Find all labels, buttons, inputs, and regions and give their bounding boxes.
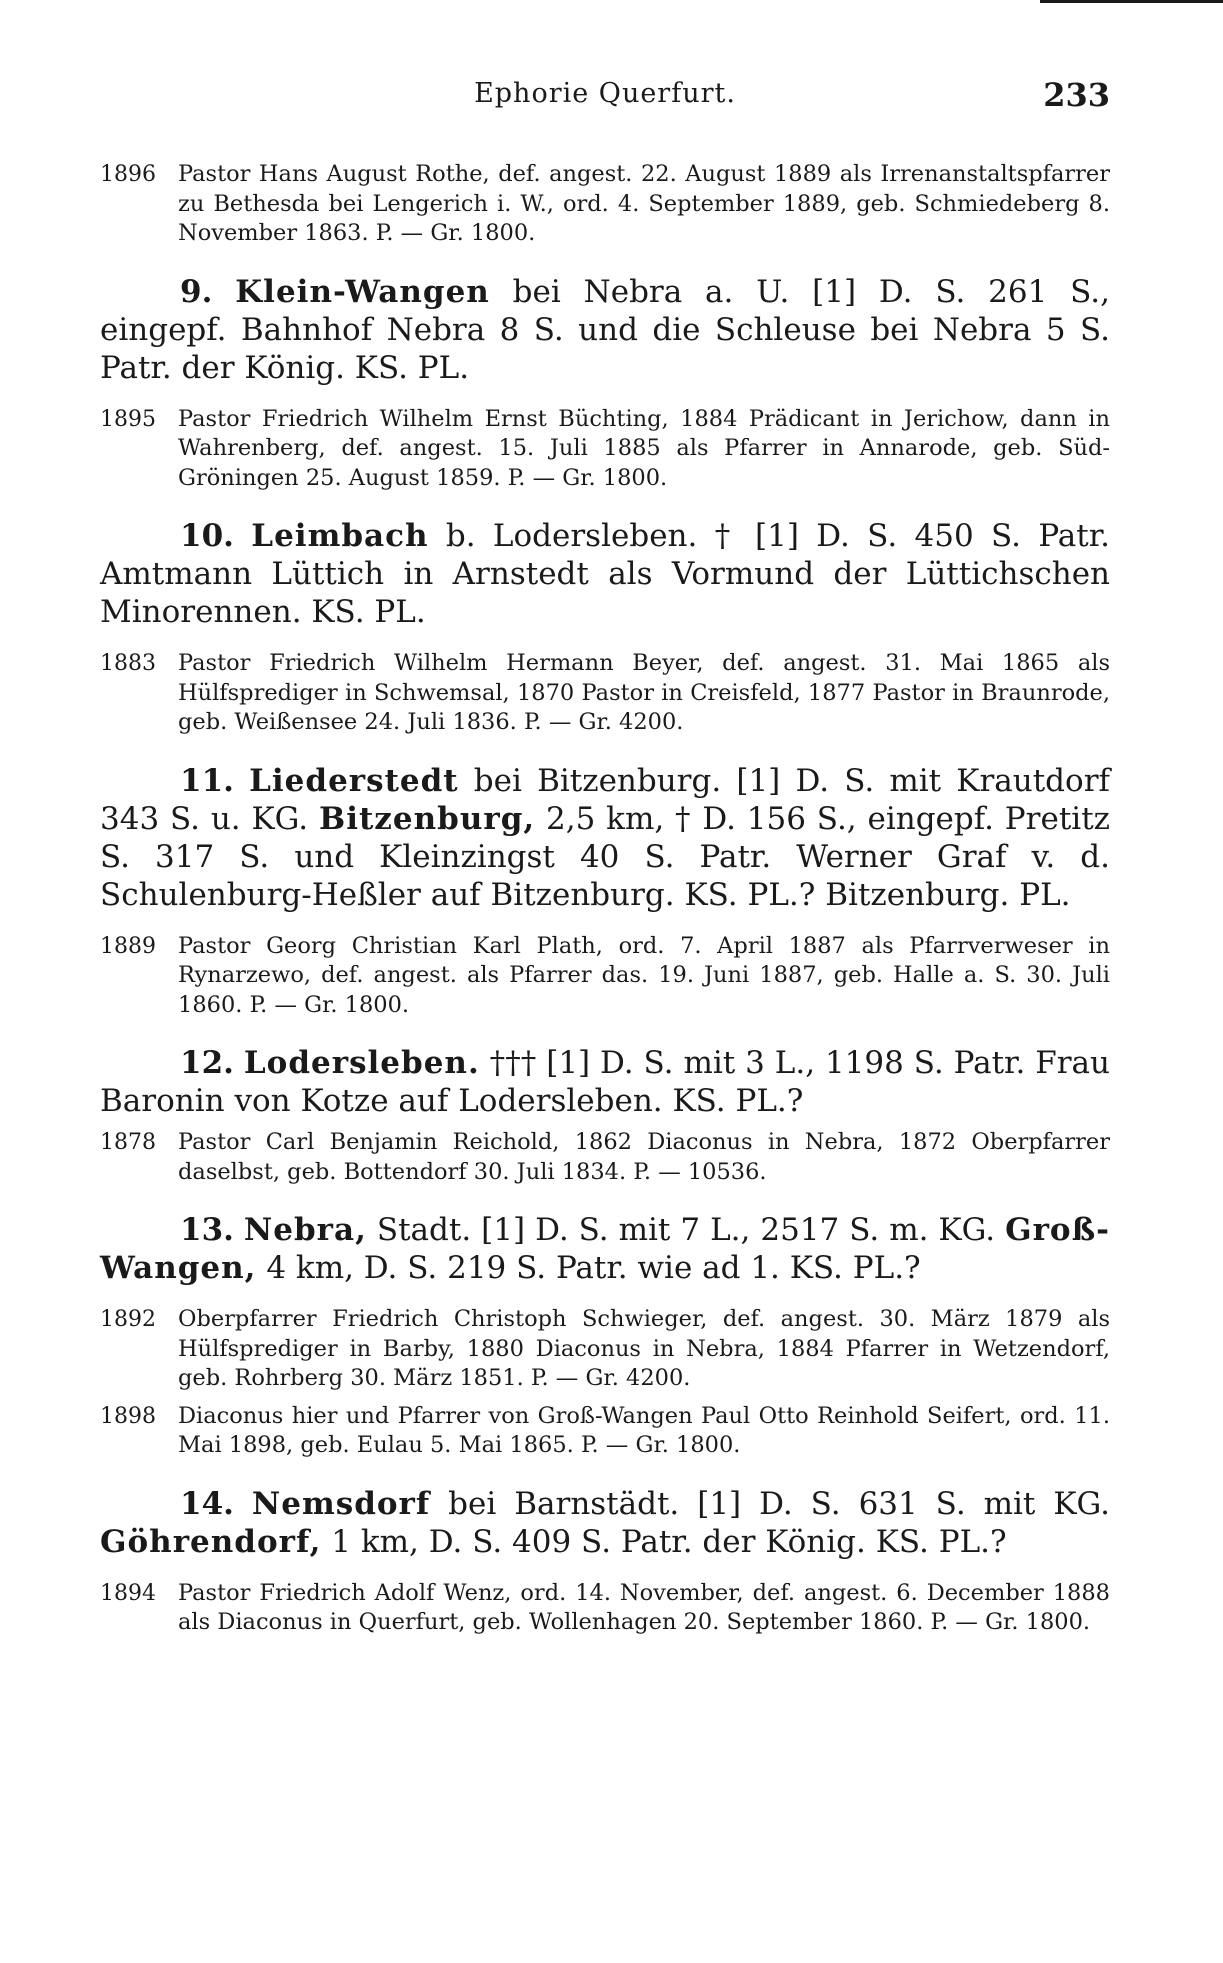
parish-details-cont: 4 km, D. S. 219 S. Patr. wie ad 1. KS. PL.? bbox=[256, 1250, 921, 1286]
entry-year: 1896 bbox=[100, 162, 156, 187]
parish-name: Klein-Wangen bbox=[235, 273, 490, 310]
parish-details: ††† [1] D. S. mit 3 L., 1198 S. Patr. Frau Baronin von Kotze auf Lodersleben. KS. PL.? bbox=[100, 1045, 1110, 1119]
parish-details: bei Barnstädt. [1] D. S. 631 S. mit KG. bbox=[430, 1485, 1111, 1522]
parish-name: Leimbach bbox=[251, 518, 429, 554]
parish-heading bbox=[100, 1485, 1110, 1561]
top-rule bbox=[1040, 0, 1223, 3]
parish-details-cont: 2,5 km, † D. 156 S., eingepf. Pretitz S. 317 S. und Kleinzingst 40 S. Patr. Werner Graf v. d. Schulenburg-Heßler auf Bitzenburg. KS. PL.? Bitzenburg. PL. bbox=[100, 800, 1110, 913]
page-body bbox=[100, 160, 1110, 1638]
parish-number: 9. bbox=[180, 273, 213, 310]
entry-text: Pastor Carl Benjamin Reichold, 1862 Diaconus in Nebra, 1872 Oberpfarrer daselbst, geb. Bottendorf 30. Juli 1834. P. — 10536. bbox=[178, 1129, 1110, 1185]
entry-text: Pastor Friedrich Wilhelm Hermann Beyer, def. angest. 31. Mai 1865 als Hülfsprediger in Schwemsal, 1870 Pastor in Creisfeld, 1877 Pastor in Braunrode, geb. Weißensee 24. Juli 1836. P. — Gr. 4200. bbox=[178, 650, 1110, 735]
entry-year: 1878 bbox=[100, 1130, 156, 1155]
page-header bbox=[100, 78, 1110, 118]
entry-text: Diaconus hier und Pfarrer von Groß-Wangen Paul Otto Reinhold Seifert, ord. 11. Mai 1898, geb. Eulau 5. Mai 1865. P. — Gr. 1800. bbox=[178, 1402, 1110, 1458]
clergy-entry bbox=[100, 649, 1110, 738]
entry-year: 1883 bbox=[100, 651, 156, 676]
parish-heading bbox=[100, 1211, 1110, 1287]
running-title: Ephorie Querfurt. bbox=[474, 78, 736, 109]
parish-heading bbox=[100, 762, 1110, 914]
page-number: 233 bbox=[1043, 76, 1110, 114]
parish-heading bbox=[100, 273, 1110, 387]
parish-heading bbox=[100, 517, 1110, 631]
parish-name: Liederstedt bbox=[249, 762, 459, 799]
parish-name: Nemsdorf bbox=[251, 1485, 431, 1522]
parish-number: 11. bbox=[180, 762, 234, 799]
filial-name: Bitzenburg, bbox=[319, 800, 536, 837]
entry-year: 1895 bbox=[100, 406, 156, 432]
parish-number: 10. bbox=[180, 518, 234, 554]
entry-text: Oberpfarrer Friedrich Christoph Schwieger, def. angest. 30. März 1879 als Hülfsprediger in Barby, 1880 Diaconus in Nebra, 1884 Pfarrer in Wetzendorf, geb. Rohrberg 30. März 1851. P. — Gr. 4200. bbox=[178, 1306, 1110, 1391]
entry-text: Pastor Georg Christian Karl Plath, ord. 7. April 1887 als Pfarrverweser in Rynarzewo, def. angest. als Pfarrer das. 19. Juni 1887, geb. Halle a. S. 30. Juli 1860. P. — Gr. 1800. bbox=[178, 932, 1110, 1018]
entry-year: 1894 bbox=[100, 1580, 156, 1606]
entry-text: Pastor Hans August Rothe, def. angest. 22. August 1889 als Irrenanstaltspfarrer zu Bethesda bei Lengerich i. W., ord. 4. September 1889, geb. Schmiedeberg 8. November 1863. P. — Gr. 1800. bbox=[178, 161, 1110, 246]
filial-name: Groß-Wangen, bbox=[100, 1212, 1110, 1286]
entry-text: Pastor Friedrich Wilhelm Ernst Büchting, 1884 Prädicant in Jerichow, dann in Wahrenberg, def. angest. 15. Juli 1885 als Pfarrer in Annarode, geb. Süd-Gröningen 25. August 1859. P. — Gr. 1800. bbox=[178, 405, 1110, 491]
filial-name: Göhrendorf, bbox=[100, 1523, 322, 1560]
parish-number: 13. bbox=[180, 1212, 234, 1248]
parish-name: Lodersleben. bbox=[243, 1045, 480, 1081]
parish-heading bbox=[100, 1044, 1110, 1120]
parish-details: bei Bitzenburg. [1] D. S. mit Krautdorf 343 S. u. KG. bbox=[100, 762, 1110, 837]
entry-year: 1889 bbox=[100, 933, 156, 959]
entry-year: 1898 bbox=[100, 1403, 156, 1429]
parish-number: 12. bbox=[180, 1045, 234, 1081]
parish-details: bei Nebra a. U. [1] D. S. 261 S., eingepf. Bahnhof Nebra 8 S. und die Schleuse bei Nebra 5 S. Patr. der König. KS. PL. bbox=[100, 273, 1111, 386]
parish-details: b. Lodersleben. † [1] D. S. 450 S. Patr. Amtmann Lüttich in Arnstedt als Vormund der Lüttichschen Minorennen. KS. PL. bbox=[100, 518, 1110, 630]
parish-details: Stadt. [1] D. S. mit 7 L., 2517 S. m. KG. bbox=[366, 1212, 1006, 1248]
clergy-entry bbox=[100, 1579, 1110, 1638]
entry-year: 1892 bbox=[100, 1307, 156, 1332]
clergy-entry bbox=[100, 1128, 1110, 1187]
clergy-entry bbox=[100, 1402, 1110, 1461]
clergy-entry bbox=[100, 932, 1110, 1021]
clergy-entry bbox=[100, 405, 1110, 494]
parish-number: 14. bbox=[180, 1485, 234, 1522]
entry-text: Pastor Friedrich Adolf Wenz, ord. 14. November, def. angest. 6. December 1888 als Diaconus in Querfurt, geb. Wollenhagen 20. September 1860. P. — Gr. 1800. bbox=[178, 1579, 1110, 1635]
parish-details-cont: 1 km, D. S. 409 S. Patr. der König. KS. PL.? bbox=[321, 1523, 1007, 1560]
clergy-entry bbox=[100, 1305, 1110, 1394]
clergy-entry bbox=[100, 160, 1110, 249]
parish-name: Nebra, bbox=[243, 1212, 367, 1248]
